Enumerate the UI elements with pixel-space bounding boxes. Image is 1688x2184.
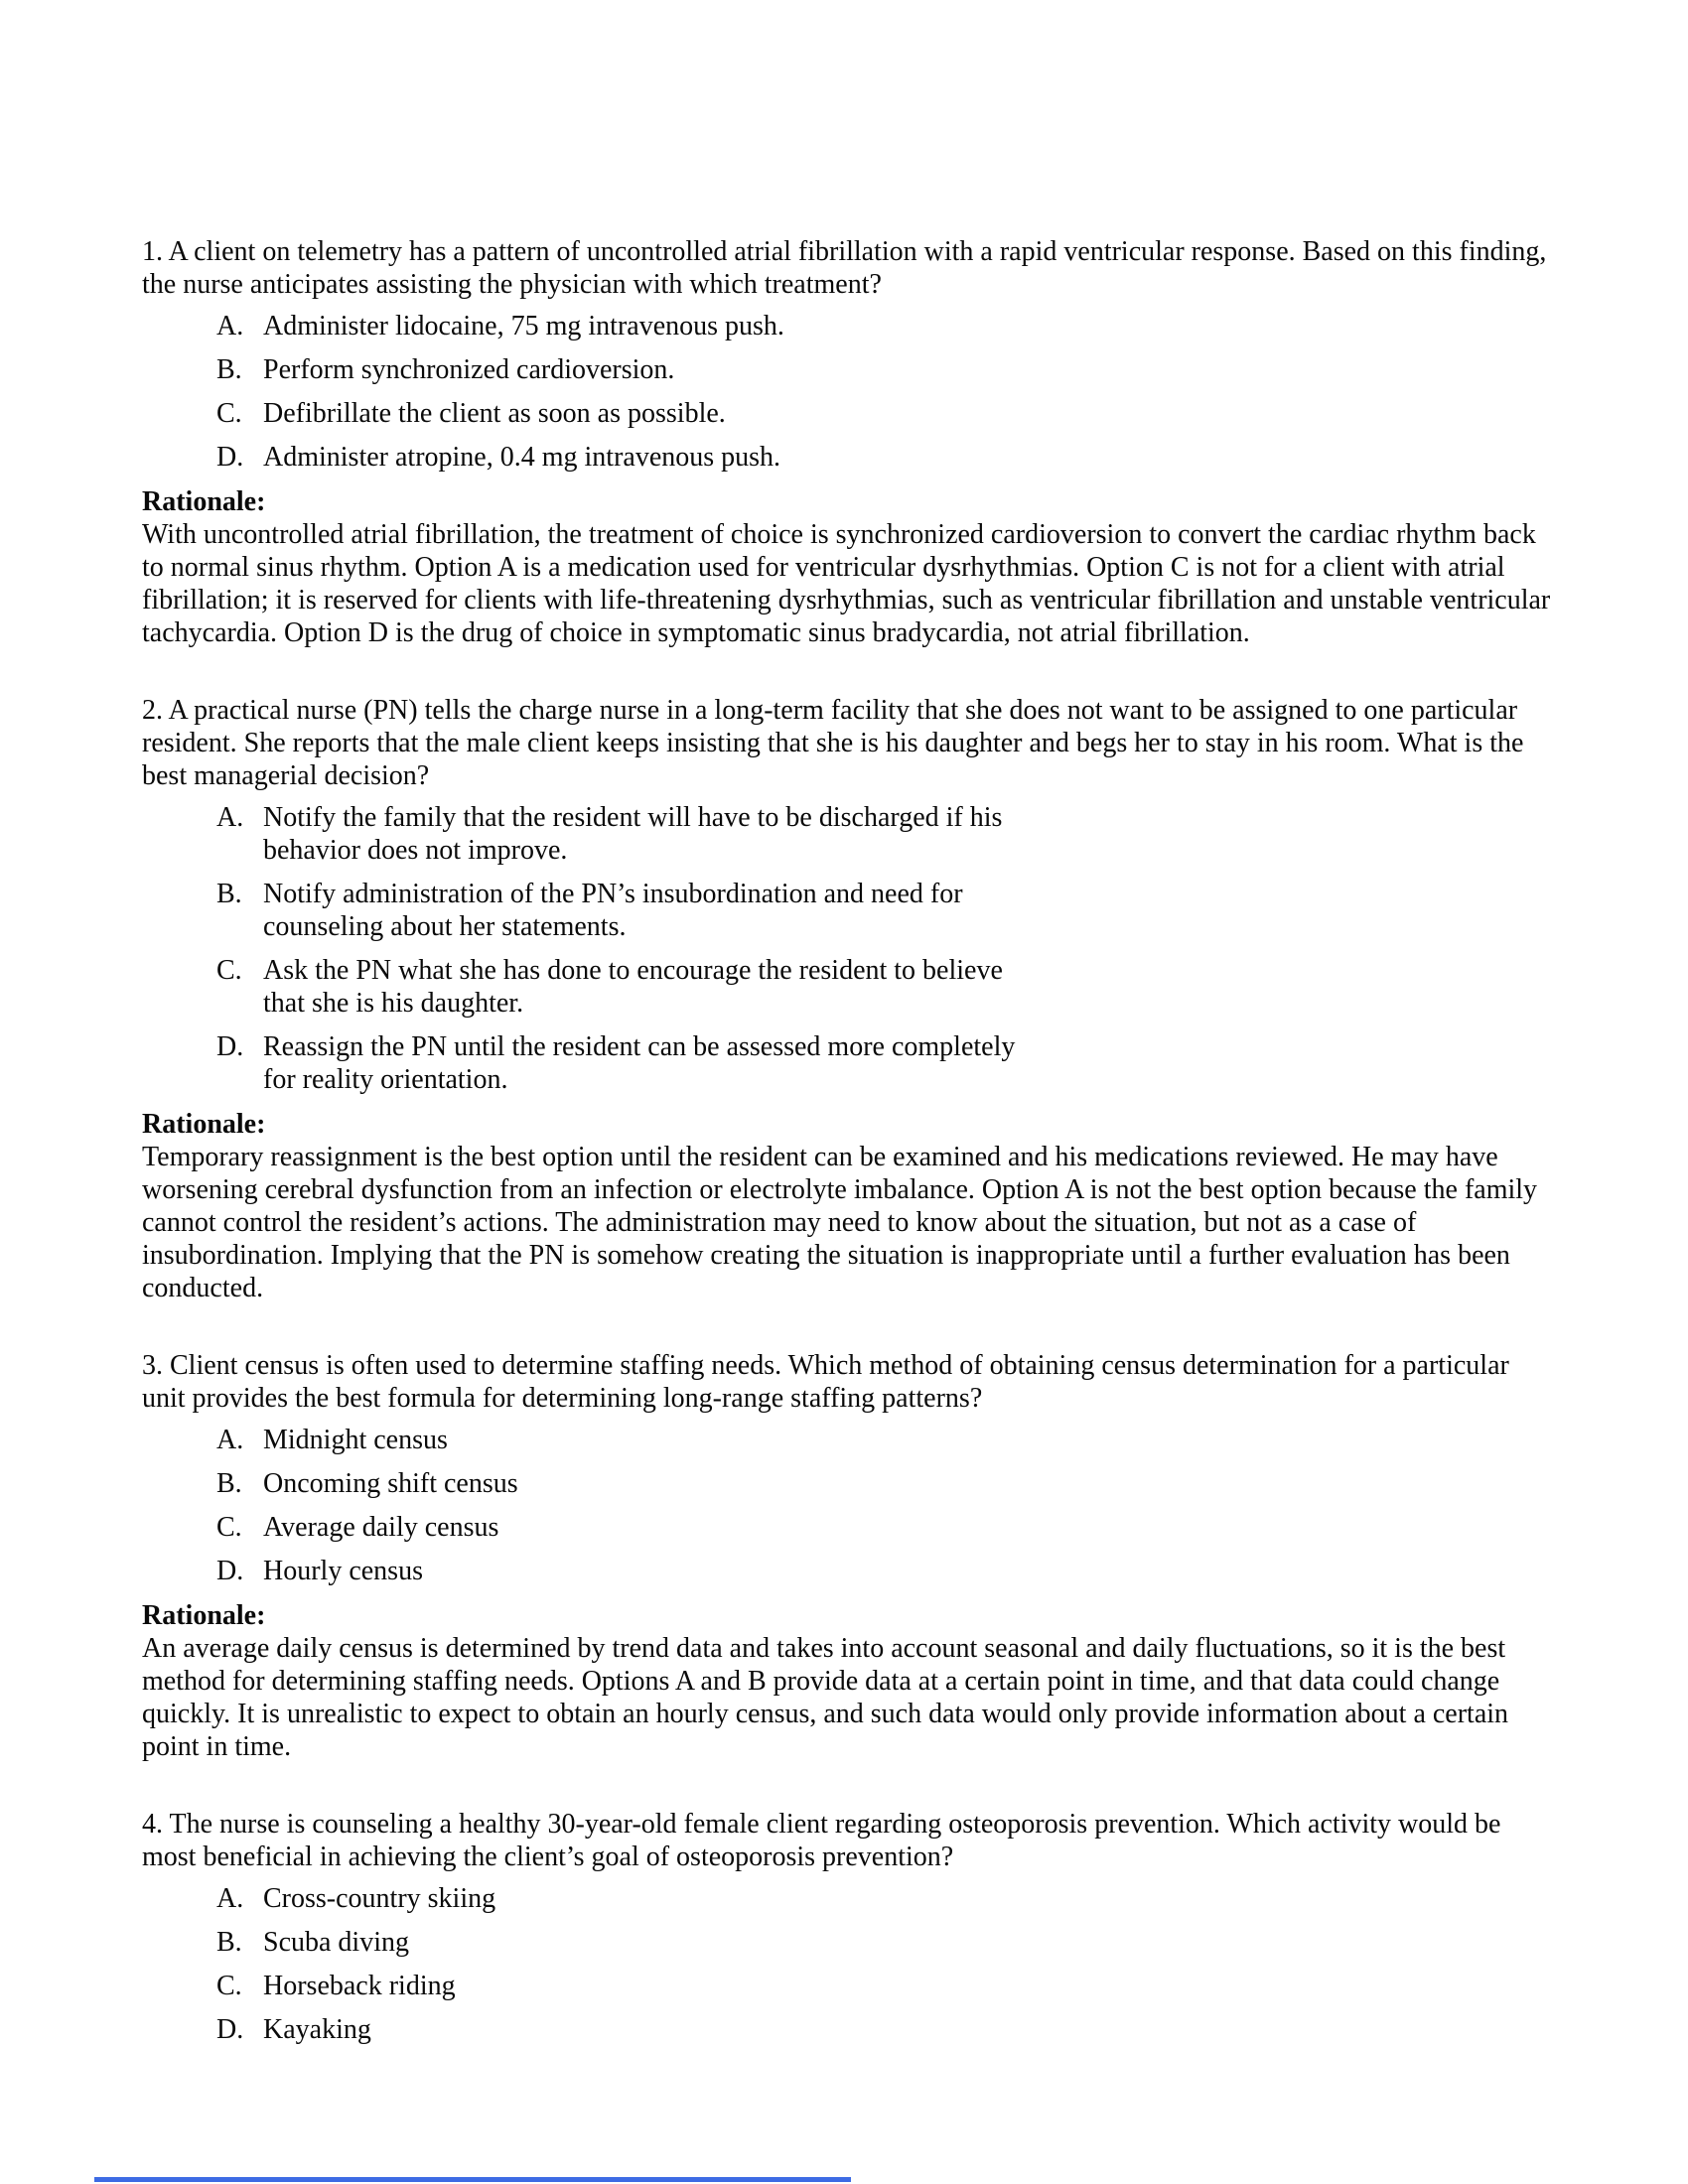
option-letter: C.	[216, 955, 242, 986]
option-text: Scuba diving	[263, 1927, 409, 1958]
option-text: Midnight census	[263, 1425, 448, 1455]
option-letter: D.	[216, 1556, 244, 1586]
option-d	[142, 2013, 1552, 2046]
rationale-label: Rationale:	[142, 1600, 266, 1631]
option-letter: A.	[216, 1425, 244, 1455]
question-text: 4. The nurse is counseling a healthy 30-year-old female client regarding osteoporosis prevention. Which activity would be most beneficial in achieving the client’s goal of osteoporosis prevention?	[142, 1809, 1501, 1872]
option-letter: B.	[216, 1468, 242, 1499]
option-c	[142, 1970, 1552, 2002]
option-text: Ask the PN what she has done to encourage the resident to believe that she is his daughter.	[263, 955, 1003, 1019]
rationale-label: Rationale:	[142, 486, 266, 517]
option-a	[142, 801, 1552, 867]
option-text: Notify administration of the PN’s insubordination and need for counseling about her statements.	[263, 879, 963, 942]
option-letter: B.	[216, 1927, 242, 1958]
option-letter: B.	[216, 879, 242, 909]
option-text: Notify the family that the resident will have to be discharged if his behavior does not improve.	[263, 802, 1003, 866]
option-text: Hourly census	[263, 1556, 423, 1586]
option-c	[142, 954, 1552, 1020]
option-text: Perform synchronized cardioversion.	[263, 354, 675, 385]
option-d	[142, 441, 1552, 474]
option-b	[142, 878, 1552, 943]
option-letter: D.	[216, 442, 244, 473]
option-letter: A.	[216, 311, 244, 341]
option-letter: D.	[216, 2014, 244, 2045]
option-letter: C.	[216, 1971, 242, 2001]
question-block-1	[142, 235, 1552, 649]
option-b	[142, 353, 1552, 386]
question-block-2	[142, 694, 1552, 1304]
question-text: 2. A practical nurse (PN) tells the charge nurse in a long-term facility that she does not want to be assigned to one particular resident. She reports that the male client keeps insisting that she is his daughter and begs her to stay in his room. What is the best managerial decision?	[142, 695, 1524, 791]
option-d	[142, 1555, 1552, 1587]
option-d	[142, 1030, 1552, 1096]
option-b	[142, 1926, 1552, 1959]
option-c	[142, 1511, 1552, 1544]
option-letter: A.	[216, 1883, 244, 1914]
options-list	[142, 310, 1552, 474]
option-letter: D.	[216, 1031, 244, 1062]
next-page-top-rule	[94, 2177, 851, 2182]
rationale-text: Temporary reassignment is the best option until the resident can be examined and his medications reviewed. He may have worsening cerebral dysfunction from an infection or electrolyte imbalance. Option A is not the best option because the family cannot control the resident’s actions. The administration may need to know about the situation, but not as a case of insubordination. Implying that the PN is somehow creating the situation is inappropriate until a further evaluation has been conducted.	[142, 1142, 1538, 1303]
option-text: Administer lidocaine, 75 mg intravenous push.	[263, 311, 784, 341]
option-text: Horseback riding	[263, 1971, 456, 2001]
option-text: Oncoming shift census	[263, 1468, 518, 1499]
option-text: Reassign the PN until the resident can be assessed more completely for reality orientation.	[263, 1031, 1016, 1095]
rationale-text: An average daily census is determined by trend data and takes into account seasonal and daily fluctuations, so it is the best method for determining staffing needs. Options A and B provide data at a certain point in time, and that data could change quickly. It is unrealistic to expect to obtain an hourly census, and such data would only provide information about a certain point in time.	[142, 1633, 1509, 1762]
option-text: Defibrillate the client as soon as possible.	[263, 398, 726, 429]
question-block-4	[142, 1808, 1552, 2046]
document-content	[142, 235, 1552, 2057]
option-text: Administer atropine, 0.4 mg intravenous push.	[263, 442, 781, 473]
option-a	[142, 310, 1552, 342]
rationale-label: Rationale:	[142, 1109, 266, 1140]
option-letter: C.	[216, 1512, 242, 1543]
question-text: 3. Client census is often used to determine staffing needs. Which method of obtaining census determination for a particular unit provides the best formula for determining long-range staffing patterns?	[142, 1350, 1509, 1414]
option-c	[142, 397, 1552, 430]
options-list	[142, 801, 1552, 1096]
option-letter: A.	[216, 802, 244, 833]
option-a	[142, 1882, 1552, 1915]
option-b	[142, 1467, 1552, 1500]
option-text: Kayaking	[263, 2014, 371, 2045]
option-letter: C.	[216, 398, 242, 429]
question-text: 1. A client on telemetry has a pattern of uncontrolled atrial fibrillation with a rapid ventricular response. Based on this finding, the nurse anticipates assisting the physician with which treatment?	[142, 236, 1547, 300]
option-text: Average daily census	[263, 1512, 499, 1543]
option-text: Cross-country skiing	[263, 1883, 496, 1914]
option-a	[142, 1424, 1552, 1456]
rationale-text: With uncontrolled atrial fibrillation, the treatment of choice is synchronized cardioversion to convert the cardiac rhythm back to normal sinus rhythm. Option A is a medication used for ventricular dysrhythmias. Option C is not for a client with atrial fibrillation; it is reserved for clients with life-threatening dysrhythmias, such as ventricular fibrillation and unstable ventricular tachycardia. Option D is the drug of choice in symptomatic sinus bradycardia, not atrial fibrillation.	[142, 519, 1551, 648]
options-list	[142, 1424, 1552, 1587]
question-block-3	[142, 1349, 1552, 1763]
options-list	[142, 1882, 1552, 2046]
option-letter: B.	[216, 354, 242, 385]
